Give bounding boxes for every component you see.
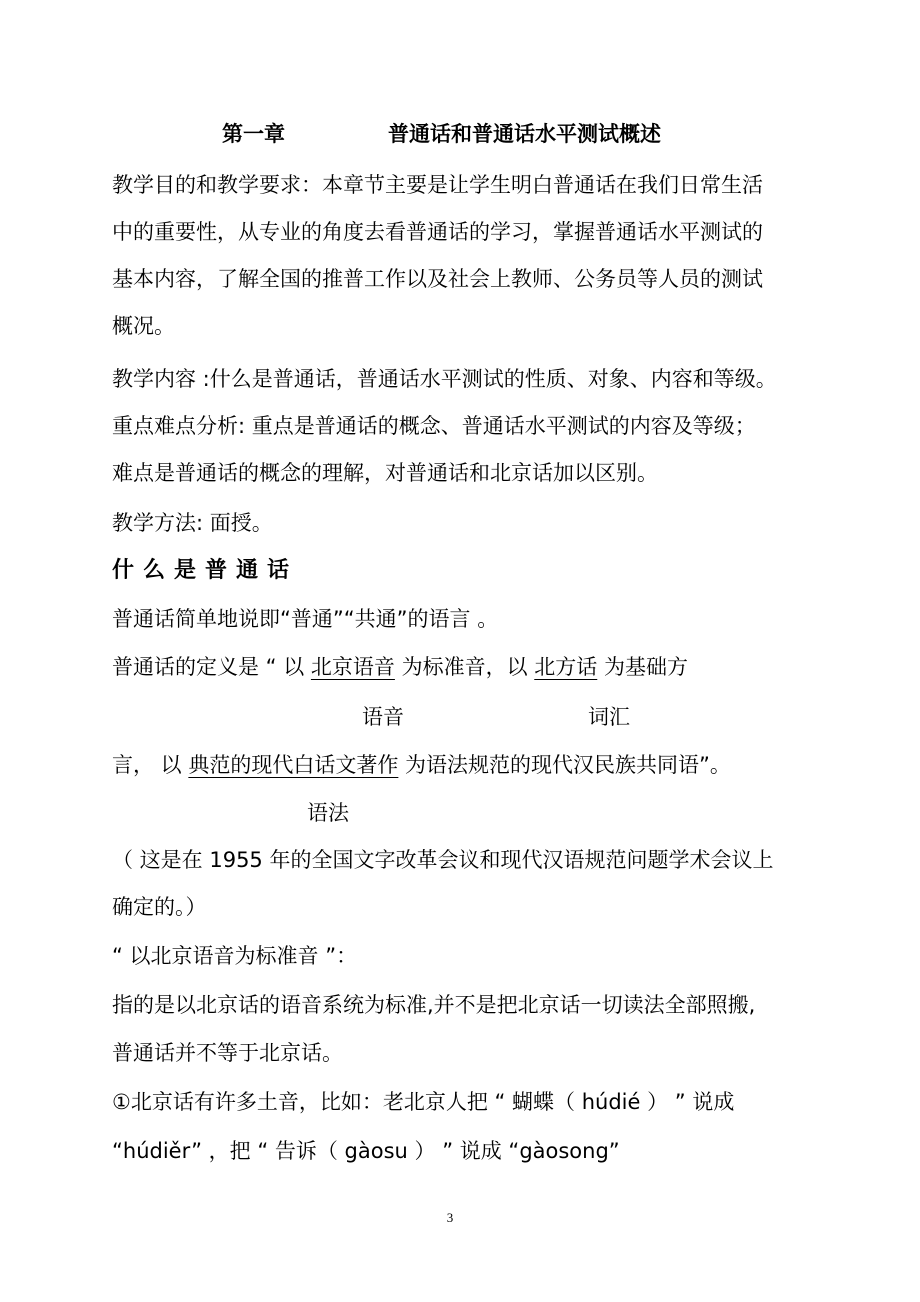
- quote-line: “ 以北京语音为标准音 ”：: [112, 944, 358, 968]
- definition-line-2-prefix: 言， 以: [112, 753, 189, 777]
- underlined-term-northern-dialect: 北方话: [534, 655, 598, 679]
- definition-suffix: 为基础方: [597, 655, 688, 679]
- explain-line-1: 指的是以北京话的语音系统为标准,并不是把北京话一切读法全部照搬,: [112, 993, 756, 1017]
- objectives-line-4: 概况。: [112, 314, 175, 338]
- objectives-line-2: 中的重要性，从专业的角度去看普通话的学习，掌握普通话水平测试的: [112, 220, 763, 244]
- example-line-1: ①北京话有许多土音，比如：老北京人把 “ 蝴蝶（ húdié ） ” 说成: [112, 1090, 735, 1114]
- intro-line: 普通话简单地说即“普通”“共通”的语言 。: [112, 607, 499, 631]
- underlined-term-vernacular-works: 典范的现代白话文著作: [188, 753, 399, 777]
- definition-prefix: 普通话的定义是 “ 以: [112, 655, 311, 679]
- content-line: 教学内容 :什么是普通话，普通话水平测试的性质、对象、内容和等级。: [112, 367, 777, 391]
- objectives-line-1: 教学目的和教学要求：本章节主要是让学生明白普通话在我们日常生活: [112, 173, 763, 197]
- annotation-pronunciation: 语音: [362, 705, 404, 729]
- annotation-grammar: 语法: [307, 801, 349, 825]
- page-number: 3: [446, 1210, 454, 1225]
- chapter-title: 普通话和普通话水平测试概述: [388, 122, 661, 146]
- history-line-2: 确定的。）: [112, 895, 207, 919]
- definition-line-2-suffix: 为语法规范的现代汉民族共同语”。: [398, 753, 731, 777]
- definition-mid: 为标准音，以: [394, 655, 535, 679]
- example-line-2: “húdiěr” ，把 “ 告诉（ gàosu ） ” 说成 “gàosong”: [112, 1139, 620, 1163]
- key-points-line-1: 重点难点分析: 重点是普通话的概念、普通话水平测试的内容及等级；: [112, 414, 756, 438]
- annotation-vocabulary: 词汇: [588, 705, 630, 729]
- method-line: 教学方法: 面授。: [112, 511, 273, 535]
- definition-line-2: [112, 751, 731, 779]
- chapter-number: 第一章: [222, 122, 285, 146]
- key-points-line-2: 难点是普通话的概念的理解，对普通话和北京话加以区别。: [112, 461, 658, 485]
- objectives-line-3: 基本内容，了解全国的推普工作以及社会上教师、公务员等人员的测试: [112, 267, 763, 291]
- section-heading: 什么是普通话: [112, 558, 299, 583]
- underlined-term-beijing-pronunciation: 北京语音: [310, 655, 395, 679]
- explain-line-2: 普通话并不等于北京话。: [112, 1041, 343, 1065]
- definition-line-1: [112, 653, 688, 681]
- history-line-1: （ 这是在 1955 年的全国文字改革会议和现代汉语规范问题学术会议上: [112, 848, 774, 872]
